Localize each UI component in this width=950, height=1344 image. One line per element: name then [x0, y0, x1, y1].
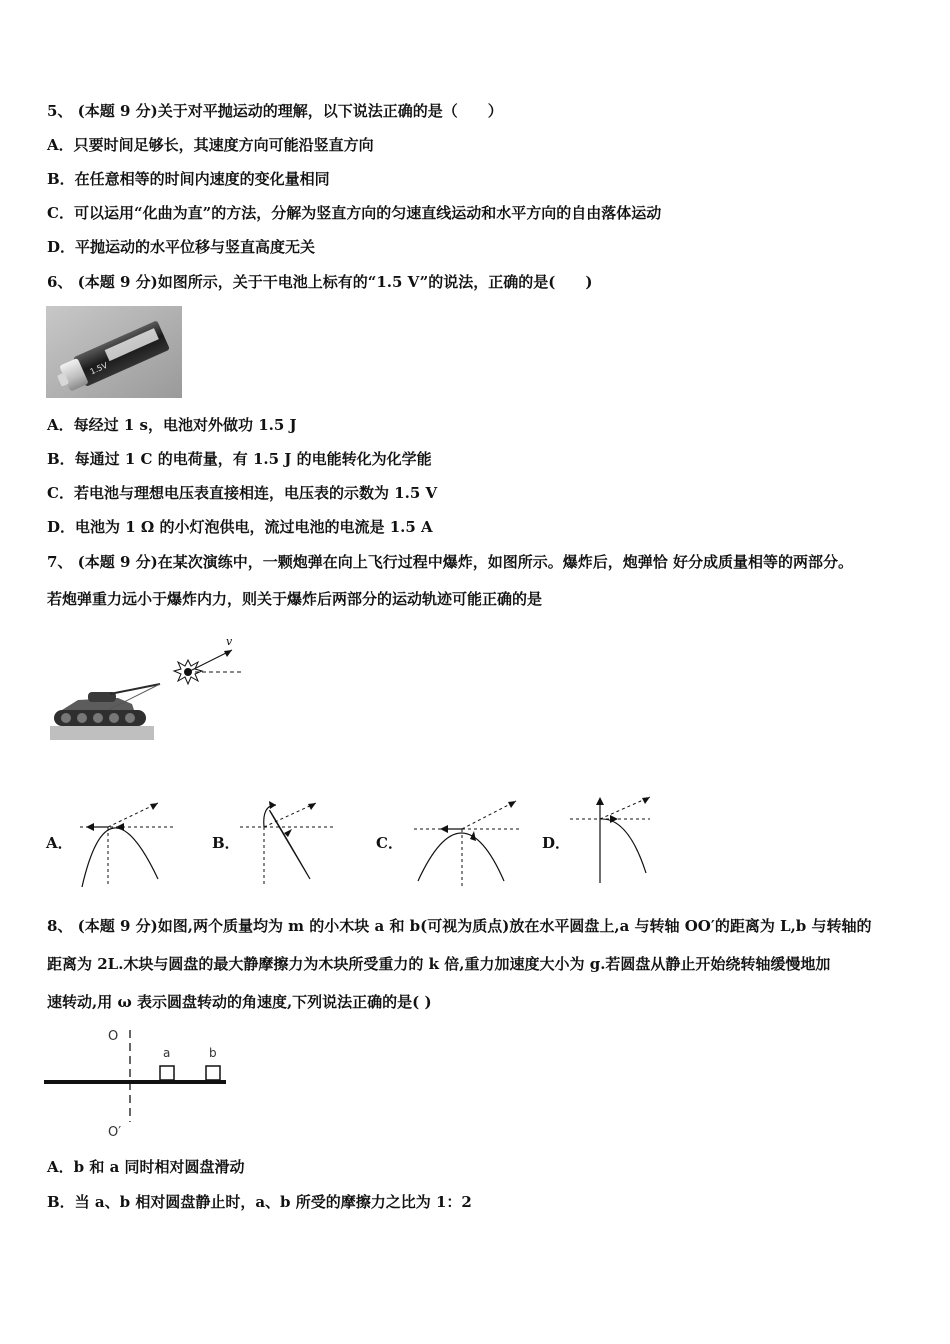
- q6-option-a[interactable]: A．每经过 1 s，电池对外做功 1.5 J: [47, 416, 297, 434]
- block-b: [206, 1066, 220, 1080]
- q6-option-c[interactable]: C．若电池与理想电压表直接相连，电压表的示数为 1.5 V: [47, 484, 438, 502]
- q7-option-c-label[interactable]: C．: [376, 834, 403, 852]
- axis-label-o: O: [108, 1029, 119, 1044]
- q5-stem: 5、 (本题 9 分)关于对平抛运动的理解，以下说法正确的是（ ）: [47, 102, 503, 120]
- block-a: [160, 1066, 174, 1080]
- q7-stem-line2: 若炮弹重力远小于爆炸内力，则关于爆炸后两部分的运动轨迹可能正确的是: [47, 590, 543, 608]
- q7-option-c-graph[interactable]: [404, 795, 524, 889]
- q6-stem: 6、 (本题 9 分)如图所示，关于干电池上标有的“1.5 V”的说法，正确的是( ): [47, 273, 593, 291]
- q6-option-d[interactable]: D．电池为 1 Ω 的小灯泡供电，流过电池的电流是 1.5 A: [47, 518, 433, 536]
- q7-option-a-label[interactable]: A．: [46, 834, 73, 852]
- q5-option-d[interactable]: D．平抛运动的水平位移与竖直高度无关: [47, 238, 316, 256]
- disk-blocks-figure: [44, 1026, 234, 1140]
- q7-option-b-graph[interactable]: [236, 795, 346, 889]
- tank-explosion-figure: [48, 628, 258, 748]
- q5-option-c[interactable]: C．可以运用“化曲为直”的方法，分解为竖直方向的匀速直线运动和水平方向的自由落体运动: [47, 204, 662, 222]
- q8-stem-line1: 8、 (本题 9 分)如图,两个质量均为 m 的小木块 a 和 b(可视为质点)放在水平圆盘上,a 与转轴 OO′的距离为 L,b 与转轴的: [47, 917, 872, 935]
- q6-option-b[interactable]: B．每通过 1 C 的电荷量，有 1.5 J 的电能转化为化学能: [47, 450, 432, 468]
- velocity-label: v: [226, 635, 233, 648]
- q5-option-b[interactable]: B．在任意相等的时间内速度的变化量相同: [47, 170, 330, 188]
- q8-stem-line3: 速转动,用 ω 表示圆盘转动的角速度,下列说法正确的是( ): [47, 993, 432, 1011]
- battery-figure: [46, 306, 182, 398]
- q8-option-b[interactable]: B．当 a、b 相对圆盘静止时，a、b 所受的摩擦力之比为 1：2: [47, 1193, 472, 1211]
- q8-stem-line2: 距离为 2L.木块与圆盘的最大静摩擦力为木块所受重力的 k 倍,重力加速度大小为 g.若圆盘从静止开始绕转轴缓慢地加: [47, 955, 831, 973]
- block-b-label: b: [209, 1046, 217, 1060]
- q7-option-d-label[interactable]: D．: [542, 834, 571, 852]
- q8-option-a[interactable]: A．b 和 a 同时相对圆盘滑动: [47, 1158, 245, 1176]
- q7-option-b-label[interactable]: B．: [212, 834, 240, 852]
- battery-voltage-label: 1.5V: [88, 360, 109, 377]
- q7-option-a-graph[interactable]: [72, 795, 182, 889]
- q5-option-a[interactable]: A．只要时间足够长，其速度方向可能沿竖直方向: [47, 136, 374, 154]
- q7-stem-line1: 7、 (本题 9 分)在某次演练中，一颗炮弹在向上飞行过程中爆炸，如图所示。爆炸后，炮弹恰 好分成质量相等的两部分。: [47, 553, 853, 571]
- block-a-label: a: [163, 1046, 171, 1060]
- q7-option-d-graph[interactable]: [566, 795, 666, 889]
- axis-label-o-prime: O′: [108, 1125, 122, 1140]
